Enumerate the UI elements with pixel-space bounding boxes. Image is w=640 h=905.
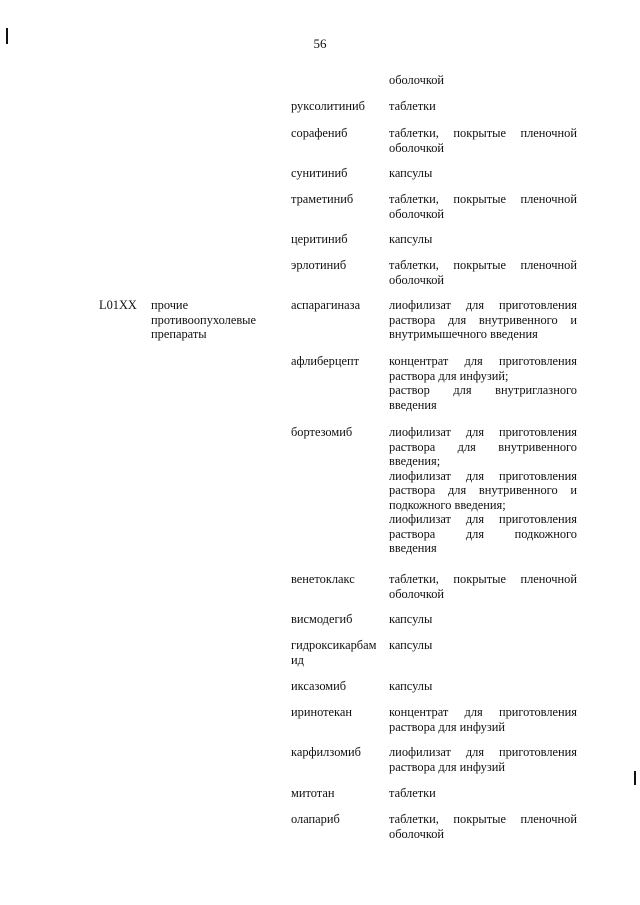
dosage-form-line: раствора для внутривенного bbox=[389, 439, 577, 454]
dosage-form bbox=[389, 812, 577, 841]
dosage-form-line: раствора для инфузий; bbox=[389, 368, 509, 383]
dosage-form bbox=[389, 745, 577, 774]
dosage-form-line: капсулы bbox=[389, 232, 433, 246]
atc-code: L01XX bbox=[99, 298, 137, 312]
dosage-form bbox=[389, 425, 577, 556]
dosage-form bbox=[389, 612, 577, 627]
drug-name: аспарагиназа bbox=[291, 298, 361, 312]
dosage-form-line: оболочкой bbox=[389, 586, 445, 601]
group-name bbox=[151, 298, 271, 342]
dosage-form bbox=[389, 258, 577, 287]
dosage-form-line: раствора для подкожного bbox=[389, 526, 577, 541]
group-name-line: прочие bbox=[151, 298, 189, 312]
group-name-line: препараты bbox=[151, 327, 207, 341]
drug-name: висмодегиб bbox=[291, 612, 353, 626]
dosage-form-line: лиофилизат для приготовления bbox=[389, 468, 577, 483]
dosage-form-line: концентрат для приготовления bbox=[389, 354, 577, 368]
dosage-form-line: оболочкой bbox=[389, 826, 445, 841]
dosage-form-line: капсулы bbox=[389, 679, 433, 693]
dosage-form bbox=[389, 298, 577, 342]
dosage-form-line: таблетки bbox=[389, 99, 436, 113]
dosage-form-line: капсулы bbox=[389, 166, 433, 180]
dosage-form bbox=[389, 99, 577, 114]
drug-name: иксазомиб bbox=[291, 679, 347, 693]
dosage-form bbox=[389, 73, 577, 88]
dosage-form-line: таблетки, покрытые пленочной bbox=[389, 192, 577, 206]
dosage-form-line: таблетки, покрытые пленочной bbox=[389, 126, 577, 140]
dosage-form-line: капсулы bbox=[389, 612, 433, 626]
page-number: 56 bbox=[313, 36, 327, 51]
drug-name: афлиберцепт bbox=[291, 354, 360, 368]
dosage-form-line: введения; bbox=[389, 454, 441, 468]
dosage-form bbox=[389, 166, 577, 181]
group-name-line: противоопухолевые bbox=[151, 312, 256, 327]
dosage-form bbox=[389, 126, 577, 155]
dosage-form-line: концентрат для приготовления bbox=[389, 705, 577, 719]
dosage-form-line: лиофилизат для приготовления bbox=[389, 512, 577, 526]
dosage-form-line: оболочкой bbox=[389, 272, 445, 287]
dosage-form bbox=[389, 705, 577, 734]
dosage-form-line: лиофилизат для приготовления bbox=[389, 425, 577, 439]
drug-name: олапариб bbox=[291, 812, 340, 826]
drug-name: гидроксикарбамид bbox=[291, 638, 377, 667]
dosage-form-line: лиофилизат для приготовления bbox=[389, 298, 577, 312]
drug-name: эрлотиниб bbox=[291, 258, 347, 272]
drug-name: бортезомиб bbox=[291, 425, 353, 439]
dosage-form bbox=[389, 354, 577, 412]
dosage-form-line: оболочкой bbox=[389, 206, 445, 221]
dosage-form bbox=[389, 638, 577, 653]
dosage-form-line: таблетки bbox=[389, 786, 436, 800]
dosage-form bbox=[389, 786, 577, 801]
drug-name: митотан bbox=[291, 786, 335, 800]
dosage-form-line: таблетки, покрытые пленочной bbox=[389, 258, 577, 272]
dosage-form-line: раствора для внутривенного и bbox=[389, 312, 577, 327]
drug-name: сорафениб bbox=[291, 126, 348, 140]
dosage-form bbox=[389, 192, 577, 221]
right-margin-mark bbox=[634, 771, 636, 785]
dosage-form-line: лиофилизат для приготовления bbox=[389, 745, 577, 759]
dosage-form-line: введения bbox=[389, 541, 437, 555]
dosage-form-line: подкожного введения; bbox=[389, 497, 506, 512]
drug-name: траметиниб bbox=[291, 192, 354, 206]
drug-name: сунитиниб bbox=[291, 166, 348, 180]
dosage-form-line: капсулы bbox=[389, 638, 433, 652]
dosage-form-line: внутримышечного введения bbox=[389, 327, 538, 341]
drug-name: карфилзомиб bbox=[291, 745, 361, 759]
dosage-form-line: раствора для внутривенного и bbox=[389, 483, 577, 497]
dosage-form-line: таблетки, покрытые пленочной bbox=[389, 572, 577, 586]
dosage-form bbox=[389, 572, 577, 601]
dosage-form-line: таблетки, покрытые пленочной bbox=[389, 812, 577, 826]
dosage-form bbox=[389, 679, 577, 694]
dosage-form-line: раствор для внутриглазного bbox=[389, 383, 577, 397]
drug-name: церитиниб bbox=[291, 232, 348, 246]
drug-name: венетоклакс bbox=[291, 572, 355, 586]
dosage-form-line: оболочкой bbox=[389, 73, 445, 87]
drug-name: руксолитиниб bbox=[291, 99, 365, 113]
dosage-form-line: оболочкой bbox=[389, 140, 445, 155]
dosage-form-line: раствора для инфузий bbox=[389, 759, 505, 774]
dosage-form-line: введения bbox=[389, 397, 437, 412]
dosage-form-line: раствора для инфузий bbox=[389, 719, 505, 734]
dosage-form bbox=[389, 232, 577, 247]
drug-name: иринотекан bbox=[291, 705, 352, 719]
